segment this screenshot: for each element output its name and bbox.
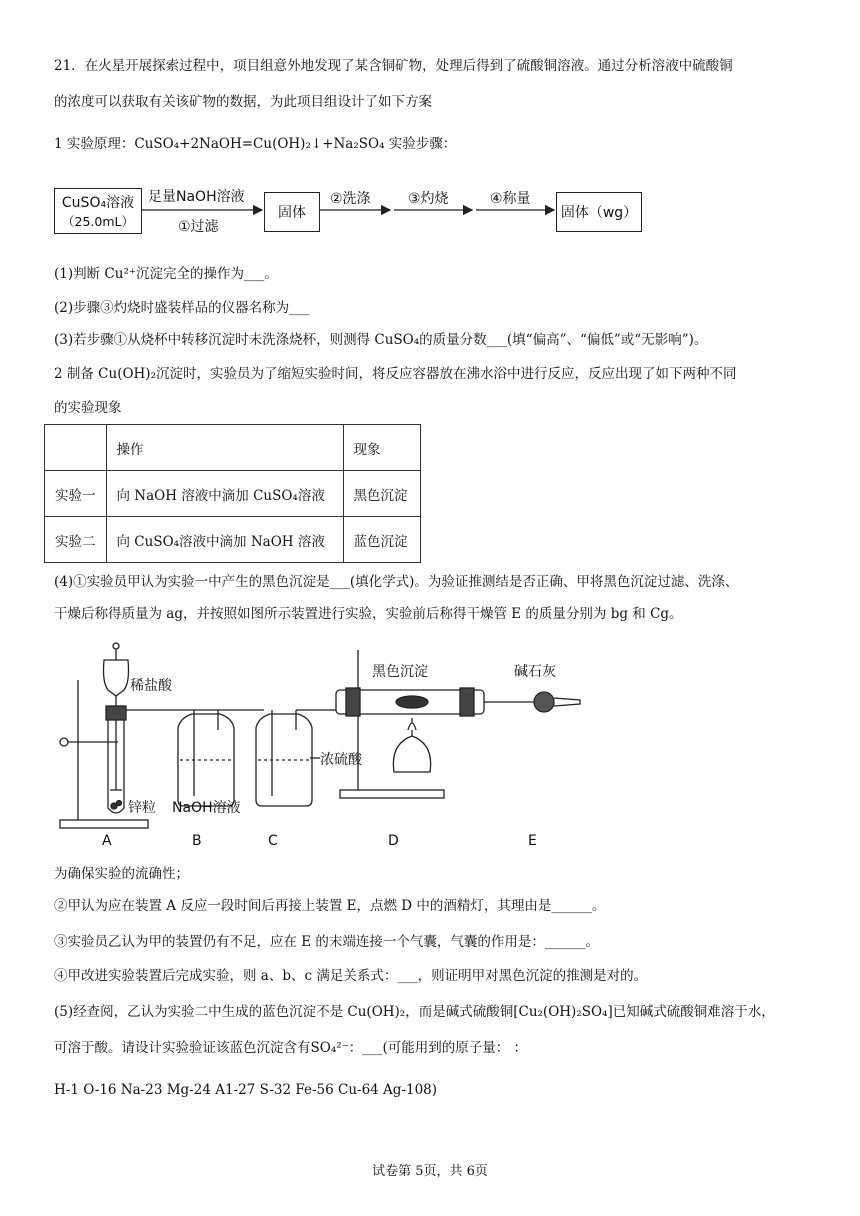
- label-apparatus-d: D: [388, 833, 399, 849]
- table-row: [45, 471, 421, 517]
- flow-arrow1-top-label: 足量NaOH溶液: [148, 189, 245, 205]
- page-footer: 试卷第 5页，共 6页: [372, 1164, 488, 1179]
- table-cell: 向 CuSO₄溶液中滴加 NaOH 溶液: [106, 517, 343, 563]
- table-cell: 黑色沉淀: [343, 471, 420, 517]
- part-2-line-2: 的实验现象: [54, 400, 122, 416]
- flow-box-solid-wg-label: 固体（wg）: [560, 205, 638, 221]
- table-header-cell: 操作: [106, 425, 343, 471]
- question-4-part-3: ③实验员乙认为甲的装置仍有不足，应在 E 的末端连接一个气囊，气囊的作用是：______。: [54, 934, 599, 950]
- table-header-row: [45, 425, 421, 471]
- question-4-line-2: 干燥后称得质量为 ag，并按照如图所示装置进行实验，实验前后称得干燥管 E 的质量分别为 bg 和 Cg。: [54, 606, 683, 622]
- question-2: (2)步骤③灼烧时盛装样品的仪器名称为___: [54, 300, 310, 316]
- flow-arrow1-bottom-label: ①过滤: [178, 219, 219, 235]
- flow-box-solid-wg: [556, 192, 642, 232]
- flow-box-cuso4-line2: （25.0mL）: [62, 214, 134, 229]
- label-naoh-solution: NaOH溶液: [172, 800, 241, 816]
- label-apparatus-e: E: [528, 833, 537, 849]
- question-intro-line-1: 21．在火星开展探索过程中，项目组意外地发现了某含铜矿物，处理后得到了硫酸铜溶液。通过分析溶液中硫酸铜: [54, 58, 733, 74]
- flow-box-cuso4-line1: CuSO₄溶液: [61, 195, 135, 211]
- apparatus-a: [60, 643, 184, 828]
- flow-arrow2-label: ②洗涤: [330, 191, 371, 207]
- question-4-line-1: (4)①实验员甲认为实验一中产生的黑色沉淀是___(填化学式)。为验证推测结是否正确、甲将黑色沉淀过滤、洗涤、: [54, 574, 739, 590]
- question-4-part-2: ②甲认为应在装置 A 反应一段时间后再接上装置 E，点燃 D 中的酒精灯，其理由是______。: [54, 898, 606, 914]
- part-2-line-1: 2 制备 Cu(OH)₂沉淀时，实验员为了缩短实验时间，将反应容器放在沸水浴中进行反应，反应出现了如下两种不同: [54, 366, 737, 382]
- question-3: (3)若步骤①从烧杯中转移沉淀时未洗涤烧杯，则测得 CuSO₄的质量分数___(填“偏高”、“偏低”或“无影响”)。: [54, 332, 708, 348]
- table-row: [45, 517, 421, 563]
- flow-box-solid: [264, 192, 320, 232]
- table-header-cell: 现象: [343, 425, 420, 471]
- question-5-line-1: (5)经查阅，乙认为实验二中生成的蓝色沉淀不是 Cu(OH)₂，而是碱式硫酸铜[Cu₂(OH)₂SO₄]已知碱式硫酸铜难溶于水，: [54, 1004, 775, 1020]
- question-1: (1)判断 Cu²⁺沉淀完全的操作为___。: [54, 266, 278, 282]
- question-4-part-4: ④甲改进实验装置后完成实验，则 a、b、c 满足关系式：___，则证明甲对黑色沉淀的推测是对的。: [54, 968, 648, 984]
- label-soda-lime: 碱石灰: [514, 664, 556, 680]
- apparatus-e: [514, 692, 580, 712]
- table-cell: 向 NaOH 溶液中滴加 CuSO₄溶液: [106, 471, 343, 517]
- label-apparatus-a: A: [102, 833, 112, 849]
- apparatus-b: [178, 710, 264, 806]
- question-5-line-2: 可溶于酸。请设计实验验证该蓝色沉淀含有SO₄²⁻：___(可能用到的原子量： ：: [54, 1040, 528, 1056]
- label-apparatus-b: B: [192, 833, 202, 849]
- flow-box-solid-label: 固体: [278, 205, 306, 221]
- procedure-flowchart: [54, 182, 674, 242]
- table-cell: 实验二: [45, 517, 107, 563]
- experiment-table: [44, 424, 421, 563]
- label-black-precipitate: 黑色沉淀: [372, 664, 428, 680]
- flow-arrow4-label: ④称量: [490, 191, 531, 207]
- label-zinc-granules: 锌粒: [128, 800, 156, 816]
- label-conc-sulfuric-acid: 浓硫酸: [320, 752, 362, 768]
- apparatus-diagram: [44, 640, 604, 858]
- atomic-masses: H-1 O-16 Na-23 Mg-24 A1-27 S-32 Fe-56 Cu-64 Ag-108): [54, 1082, 438, 1098]
- table-cell: 蓝色沉淀: [343, 517, 420, 563]
- experiment-principle: 1 实验原理：CuSO₄+2NaOH=Cu(OH)₂↓+Na₂SO₄ 实验步骤：: [54, 136, 457, 152]
- question-intro-line-2: 的浓度可以获取有关该矿物的数据，为此项目组设计了如下方案: [54, 94, 432, 110]
- flow-arrow3-label: ③灼烧: [408, 191, 449, 207]
- label-hydrochloric-acid: 稀盐酸: [130, 678, 172, 694]
- label-apparatus-c: C: [268, 833, 278, 849]
- table-header-cell: [45, 425, 107, 471]
- question-4-note: 为确保实验的流确性；: [54, 866, 189, 882]
- table-cell: 实验一: [45, 471, 107, 517]
